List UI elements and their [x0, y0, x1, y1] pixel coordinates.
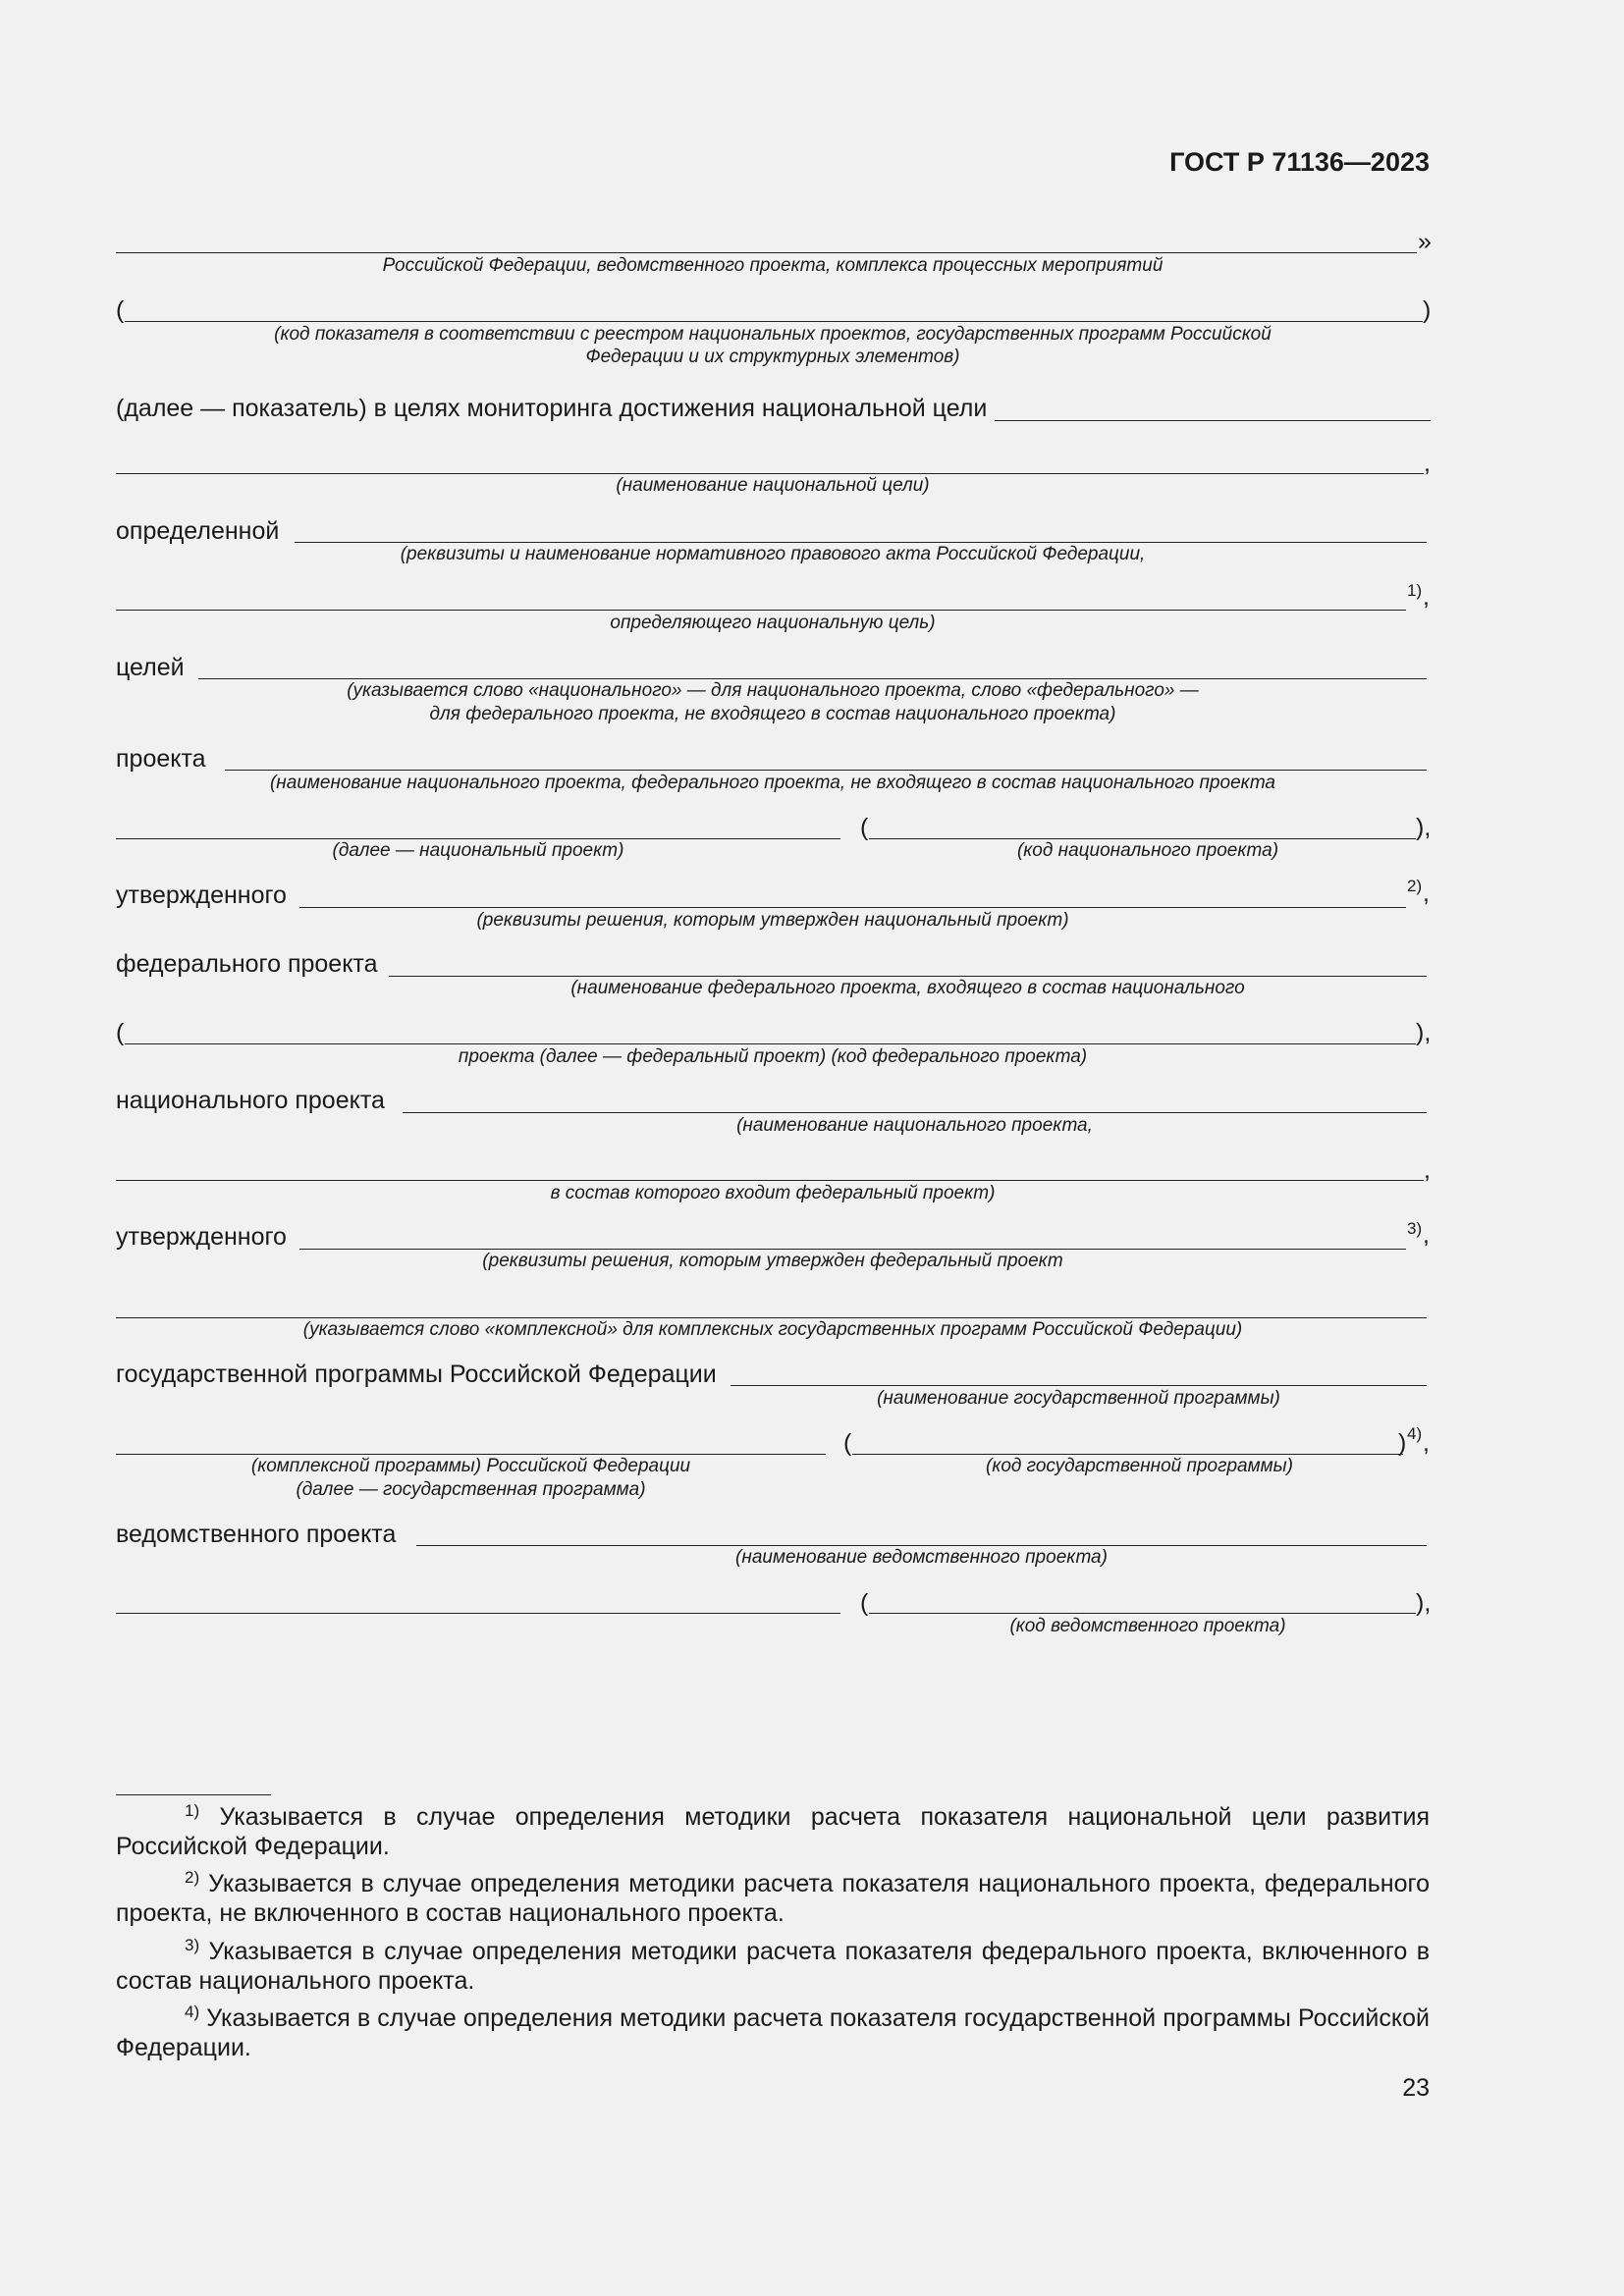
field-caption: проекта (далее — федеральный проект) (код федерального проекта)	[458, 1046, 1088, 1067]
footnote-ref[interactable]: 3)	[1407, 1219, 1423, 1238]
footnote-mark: 4)	[185, 2002, 200, 2021]
field-caption: (указывается слово «комплексной» для комплексных государственных программ Российской Федерации)	[302, 1319, 1243, 1340]
close-paren: ),	[1416, 1019, 1432, 1046]
field-label: ведомственного проекта	[116, 1521, 397, 1548]
field-caption: в состав которого входит федеральный проект)	[550, 1183, 996, 1203]
comma: ,	[1423, 880, 1430, 907]
parent-project-line[interactable]	[403, 1112, 1427, 1113]
field-label: федерального проекта	[116, 950, 378, 978]
field-caption: (комплексной программы) Российской Федерации	[250, 1456, 691, 1476]
field-caption: (код государственной программы)	[986, 1456, 1293, 1476]
field-label: национального проекта	[116, 1087, 385, 1114]
document-code: ГОСТ Р 71136—2023	[1169, 147, 1430, 177]
open-paren: (	[860, 1589, 869, 1617]
footnote-text: Указывается в случае определения методики расчета показателя национального проекта, федерального проекта, не включенного в состав национального проекта.	[116, 1870, 1430, 1927]
field-label: утвержденного	[116, 1223, 287, 1251]
page-number: 23	[1402, 2074, 1430, 2102]
field-caption: (реквизиты решения, которым утвержден национальный проект)	[476, 910, 1069, 931]
footnote	[116, 1937, 1430, 1996]
field-label: проекта	[116, 745, 206, 773]
field-caption: (реквизиты решения, которым утвержден федеральный проект	[482, 1251, 1063, 1271]
field-caption: (далее — национальный проект)	[332, 840, 624, 861]
comma: ,	[1423, 1429, 1430, 1457]
footnote	[116, 1869, 1430, 1928]
field-caption: (далее — государственная программа)	[296, 1479, 646, 1500]
approval-details-line[interactable]	[299, 907, 1406, 908]
field-caption: (наименование национального проекта,	[736, 1115, 1093, 1136]
footnote-separator	[116, 1794, 271, 1795]
comma: ,	[1423, 1221, 1430, 1249]
field-caption: (указывается слово «национального» — для национального проекта, слово «федерального» —	[347, 680, 1199, 701]
field-label: целей	[116, 654, 185, 681]
normative-act-line-2[interactable]	[116, 610, 1406, 611]
field-caption: (наименование национальной цели)	[616, 475, 930, 496]
footnote-mark: 2)	[185, 1868, 200, 1887]
footnote-text: Указывается в случае определения методики расчета показателя национальной цели развития Российской Федерации.	[116, 1803, 1431, 1860]
field-caption: (наименование федерального проекта, входящего в состав национального	[570, 978, 1245, 998]
footnote	[116, 2003, 1430, 2062]
field-label: государственной программы Российской Федерации	[116, 1361, 717, 1388]
field-caption: определяющего национальную цель)	[610, 613, 936, 633]
comma: ,	[1423, 583, 1430, 611]
field-caption: Федерации и их структурных элементов)	[585, 347, 960, 367]
field-caption: (наименование ведомственного проекта)	[735, 1547, 1108, 1568]
footnote-text: Указывается в случае определения методики расчета показателя государственной программы Российской Федерации.	[116, 2004, 1430, 2061]
close-paren: )	[1398, 1429, 1407, 1457]
field-caption: (наименование государственной программы)	[877, 1388, 1280, 1409]
comma: ,	[1424, 1156, 1431, 1184]
field-label: (далее — показатель) в целях мониторинга достижения национальной цели	[116, 395, 988, 422]
footnote-mark: 3)	[185, 1936, 200, 1954]
parent-project-line-2[interactable]	[116, 1180, 1424, 1181]
footnote-ref[interactable]: 4)	[1407, 1424, 1423, 1443]
close-paren: ),	[1416, 1589, 1432, 1617]
open-paren: (	[116, 296, 125, 324]
field-caption: Российской Федерации, ведомственного проекта, комплекса процессных мероприятий	[382, 255, 1164, 276]
field-caption: (наименование национального проекта, федерального проекта, не входящего в состав национального проекта	[269, 773, 1276, 793]
comma: ,	[1424, 450, 1431, 477]
field-label: определенной	[116, 517, 280, 545]
open-paren: (	[116, 1019, 125, 1046]
footnote-ref[interactable]: 1)	[1407, 581, 1423, 600]
federal-project-code-line[interactable]	[125, 1043, 1416, 1044]
footnote	[116, 1802, 1430, 1861]
field-caption: (код показателя в соответствии с реестром национальных проектов, государственных программ Российской	[274, 324, 1272, 345]
state-program-line[interactable]	[731, 1385, 1427, 1386]
close-paren: ),	[1416, 814, 1432, 841]
national-goal-line[interactable]	[995, 420, 1431, 421]
close-paren: )	[1423, 296, 1432, 324]
field-caption: (реквизиты и наименование нормативного правового акта Российской Федерации,	[400, 544, 1146, 564]
field-label: утвержденного	[116, 881, 287, 909]
field-caption: (код национального проекта)	[1016, 840, 1279, 861]
closing-quote: »	[1418, 228, 1432, 255]
indicator-code-line[interactable]	[125, 321, 1423, 322]
open-paren: (	[843, 1429, 852, 1457]
footnote-mark: 1)	[185, 1801, 200, 1820]
blank-line[interactable]	[116, 252, 1417, 253]
field-caption: (код ведомственного проекта)	[1009, 1616, 1286, 1636]
project-name-line[interactable]	[225, 770, 1427, 771]
footnote-ref[interactable]: 2)	[1407, 877, 1423, 895]
field-caption: для федерального проекта, не входящего в состав национального проекта)	[429, 704, 1116, 724]
departmental-project-line-2[interactable]	[116, 1613, 840, 1614]
open-paren: (	[860, 814, 869, 841]
departmental-project-code-line[interactable]	[869, 1613, 1416, 1614]
footnote-text: Указывается в случае определения методики расчета показателя федерального проекта, включенного в состав национального проекта.	[116, 1938, 1430, 1995]
